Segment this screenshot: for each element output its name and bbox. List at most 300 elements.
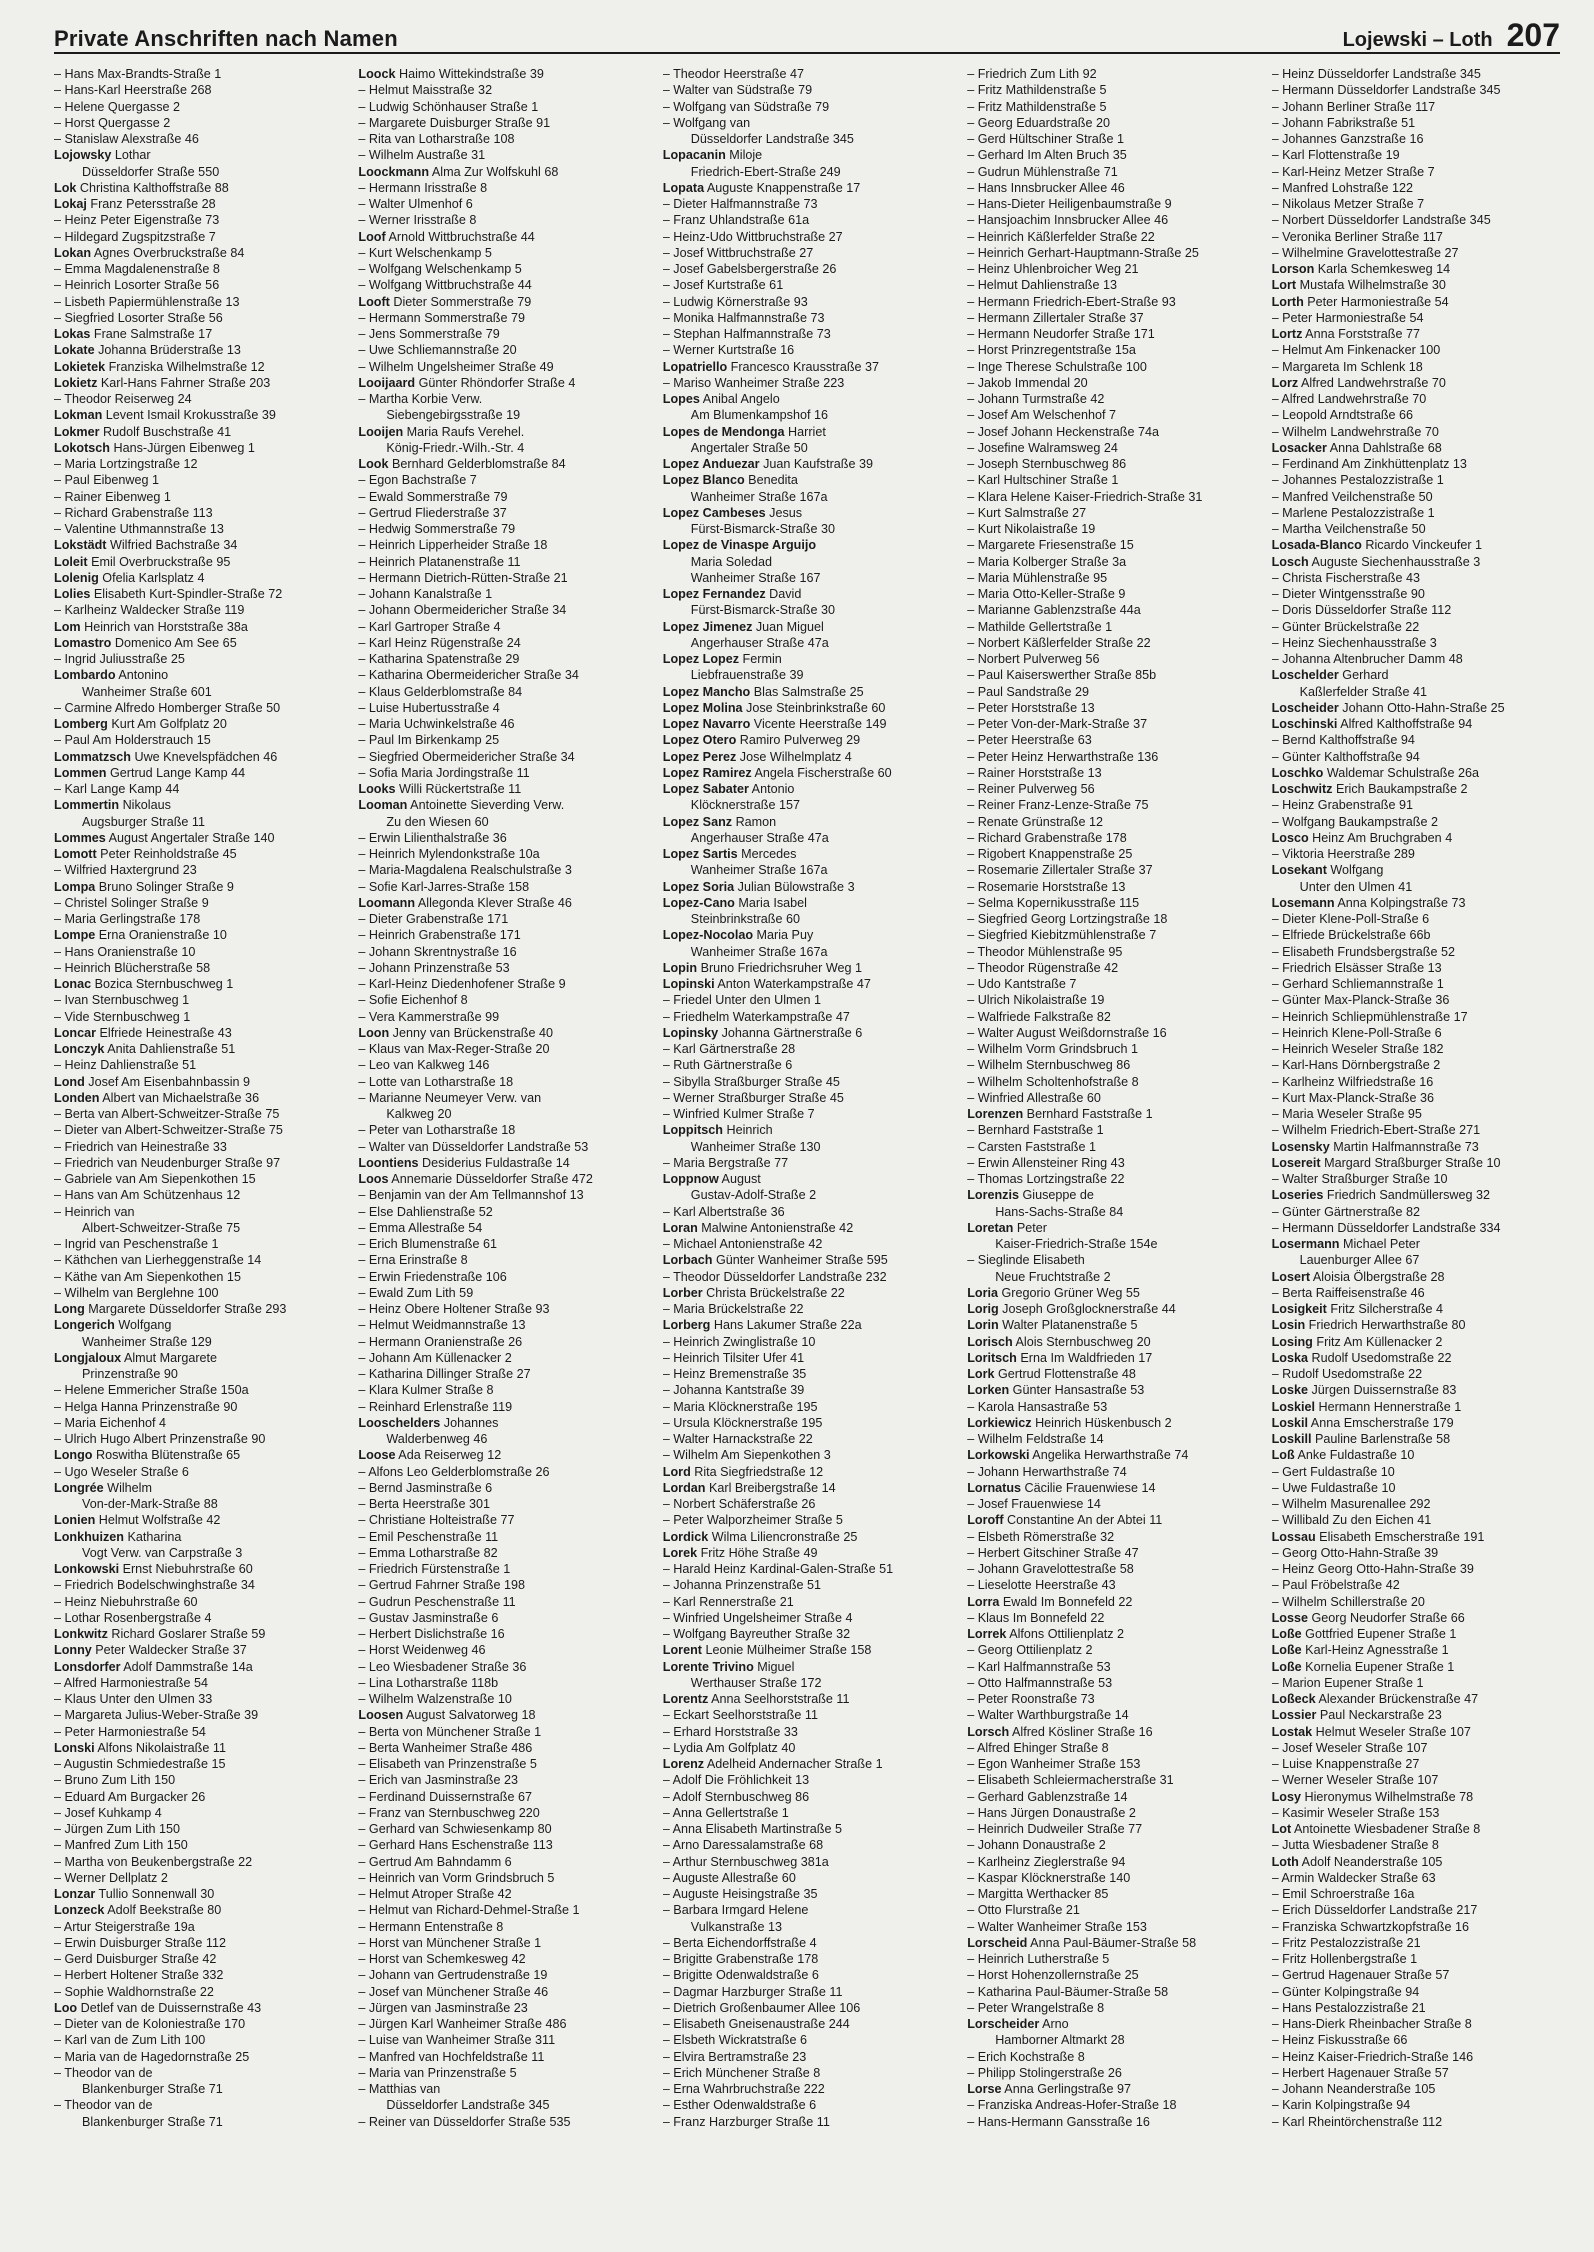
directory-entry	[663, 781, 951, 797]
directory-entry: – Hans Pestalozzistraße 21	[1271, 2000, 1426, 2015]
directory-entry: – Heinz Uhlenbroicher Weg 21	[967, 262, 1139, 276]
directory-entry	[1272, 1269, 1560, 1285]
entry-text: Adelheid Andernacher Straße 1	[704, 1757, 883, 1771]
directory-entry	[663, 147, 951, 163]
directory-entry: – Christel Solinger Straße 9	[54, 895, 209, 910]
directory-entry	[1272, 765, 1560, 781]
directory-entry: – Siegfried Losorter Straße 56	[54, 310, 223, 325]
surname: Lorscheid	[967, 1935, 1028, 1950]
surname: Lokietz	[54, 375, 98, 390]
directory-entry: – Elisabeth Gneisenaustraße 244	[662, 2017, 850, 2031]
directory-entry: – Karl van de Zum Lith 100	[54, 2033, 206, 2048]
surname: Lorek	[662, 1545, 698, 1560]
entry-text: Christina Kalthoffstraße 88	[76, 180, 229, 195]
directory-entry: – Emma Allestraße 54	[358, 1220, 483, 1235]
directory-entry: – Winfried Ungelsheimer Straße 4	[662, 1610, 853, 1625]
directory-entry: – Ludwig Körnerstraße 93	[662, 294, 808, 309]
entry-text: Wilma Liliencronstraße 25	[708, 1529, 858, 1544]
directory-entry: – Hans Oranienstraße 10	[54, 944, 196, 959]
surname: Lonzar	[54, 1887, 96, 1901]
directory-entry	[967, 1285, 1255, 1301]
directory-entry: – Richard Grabenstraße 178	[967, 830, 1127, 845]
directory-entry: Wanheimer Straße 130	[690, 1139, 821, 1154]
directory-column-4	[967, 66, 1255, 2130]
entry-text: Alfons Nikolaistraße 11	[94, 1740, 226, 1755]
directory-entry: – Heinrich Zwinglistraße 10	[662, 1334, 816, 1349]
directory-entry	[663, 1252, 951, 1268]
surname: Lorkiewicz	[967, 1415, 1032, 1430]
directory-entry	[967, 2016, 1255, 2032]
directory-entry: – Peter van Lotharstraße 18	[358, 1123, 516, 1138]
entry-text: Arnold Wittbruchstraße 44	[385, 229, 535, 244]
directory-entry	[663, 424, 951, 440]
surname: Loschelder	[1271, 668, 1339, 683]
entry-text: Rudolf Buschstraße 41	[99, 424, 232, 439]
directory-entry	[1272, 1317, 1560, 1333]
surname: Lopez Molina	[662, 700, 743, 715]
directory-entry: – Wilhelm Feldstraße 14	[967, 1432, 1104, 1446]
directory-entry: – Karlheinz Zieglerstraße 94	[967, 1854, 1126, 1869]
directory-entry	[1272, 326, 1560, 342]
directory-entry: – Walter Ulmenhof 6	[358, 197, 473, 211]
surname: Lonkowski	[54, 1562, 120, 1576]
directory-entry: – Else Dahlienstraße 52	[358, 1204, 493, 1219]
directory-entry: – Dieter van Albert-Schweitzer-Straße 75	[54, 1123, 283, 1138]
directory-entry	[1272, 1626, 1560, 1642]
directory-entry: – Elvira Bertramstraße 23	[662, 2049, 807, 2064]
directory-entry	[54, 1626, 342, 1642]
directory-entry: – Herbert Holtener Straße 332	[54, 1968, 224, 1983]
surname: Losacker	[1271, 440, 1327, 455]
surname: Lok	[54, 180, 77, 195]
directory-entry: – Wilhelmine Gravelottestraße 27	[1271, 245, 1459, 260]
directory-entry	[1272, 537, 1560, 553]
directory-entry: – Karl Hultschiner Straße 1	[967, 473, 1119, 488]
directory-entry: – Norbert Düsseldorfer Landstraße 345	[1271, 213, 1491, 228]
directory-entry: – Wolfgang Bayreuther Straße 32	[662, 1627, 851, 1641]
surname: Looman	[358, 798, 408, 813]
directory-entry: – Johann Herwarthstraße 74	[967, 1464, 1127, 1479]
directory-entry: – Adolf Sternbuschweg 86	[662, 1789, 810, 1804]
directory-entry: – Gudrun Peschenstraße 11	[358, 1594, 516, 1609]
directory-entry: – Kaspar Klöcknerstraße 140	[967, 1870, 1131, 1885]
directory-entry: – Josefine Walramsweg 24	[967, 440, 1118, 455]
entry-text: Maria Isabel	[734, 895, 807, 910]
directory-entry: – Maria Lortzingstraße 12	[54, 457, 198, 471]
directory-entry: – Fritz Mathildenstraße 5	[967, 83, 1107, 98]
directory-entry: – Jürgen van Jasminstraße 23	[358, 2000, 528, 2015]
directory-entry: – Hermann Irisstraße 8	[358, 180, 488, 195]
directory-entry: Düsseldorfer Landstraße 345	[386, 2098, 550, 2113]
directory-entry: – Maria Gerlingstraße 178	[54, 912, 201, 926]
surname: Loose	[358, 1448, 396, 1463]
entry-text: Anibal Angelo	[699, 392, 780, 406]
surname: Lorenzis	[967, 1188, 1019, 1203]
directory-entry: – Gudrun Mühlenstraße 71	[967, 164, 1118, 179]
directory-entry: – Alfred Ehinger Straße 8	[967, 1740, 1109, 1755]
surname: Lonkhuizen	[54, 1529, 124, 1544]
entry-text: Dieter Sommerstraße 79	[389, 294, 532, 309]
directory-entry: – Heinrich Platanenstraße 11	[358, 554, 521, 569]
directory-entry	[54, 716, 342, 732]
directory-entry: – Sofie Eichenhof 8	[358, 993, 468, 1008]
directory-entry: – Wolfgang Baukampstraße 2	[1271, 814, 1438, 829]
directory-entry: – Karlheinz Wilfriedstraße 16	[1271, 1074, 1434, 1089]
surname: Lokietek	[54, 359, 106, 374]
directory-entry: – Ludwig Schönhauser Straße 1	[358, 99, 539, 114]
directory-entry	[358, 895, 646, 911]
entry-text: Anna Gerlingstraße 97	[1001, 2082, 1131, 2096]
directory-entry: – Johanna Kantstraße 39	[662, 1383, 805, 1398]
entry-text: Juan Kaufstraße 39	[759, 457, 874, 471]
directory-entry: – Margareta Im Schlenk 18	[1271, 359, 1423, 374]
directory-entry	[54, 1659, 342, 1675]
directory-entry: – Heinz Peter Eigenstraße 73	[54, 213, 220, 228]
directory-entry: – Friedrich van Heinestraße 33	[54, 1139, 227, 1154]
surname: Looijen	[358, 424, 404, 439]
surname: Longjaloux	[54, 1350, 122, 1365]
directory-entry: – Luise Hubertusstraße 4	[358, 700, 500, 715]
directory-entry	[1272, 895, 1560, 911]
directory-entry: – Josef Johann Heckenstraße 74a	[967, 424, 1160, 439]
directory-entry: – Valentine Uthmannstraße 13	[54, 522, 224, 536]
directory-entry: – Klaus Im Bonnefeld 22	[967, 1610, 1105, 1625]
surname: Lorra	[967, 1594, 1000, 1609]
directory-entry: – Emil Schroerstraße 16a	[1271, 1887, 1415, 1901]
directory-entry: – Hans Max-Brandts-Straße 1	[54, 67, 222, 81]
entry-text: Maria Raufs Verehel.	[403, 424, 525, 439]
entry-text: Adolf Neanderstraße 105	[1298, 1854, 1443, 1869]
directory-entry: Walderbenweg 46	[386, 1432, 488, 1446]
entry-text: Hans-Jürgen Eibenweg 1	[109, 440, 255, 455]
entry-text: August Salvatorweg 18	[403, 1708, 536, 1723]
directory-entry: – Sofie Karl-Jarres-Straße 158	[358, 879, 530, 894]
surname: Lommen	[54, 765, 107, 780]
entry-text: Margarete Düsseldorfer Straße 293	[84, 1302, 287, 1316]
surname: Longo	[54, 1448, 93, 1463]
directory-entry: – Wilhelm Schillerstraße 20	[1271, 1594, 1425, 1609]
directory-entry: – Walfriede Falkstraße 82	[967, 1009, 1111, 1024]
directory-entry: – Stephan Halfmannstraße 73	[662, 327, 831, 341]
surname: Loran	[662, 1220, 698, 1235]
entry-text: Anna Dahlstraße 68	[1326, 440, 1442, 455]
entry-text: Miguel	[753, 1659, 795, 1674]
directory-entry	[1272, 277, 1560, 293]
directory-entry	[358, 164, 646, 180]
directory-entry: – Friedrich Zum Lith 92	[967, 67, 1097, 81]
directory-entry	[54, 554, 342, 570]
directory-entry: – Benjamin van der Am Tellmannshof 13	[358, 1188, 584, 1203]
directory-entry: – Theodor van de	[54, 2098, 153, 2113]
entry-text: Domenico Am See 65	[111, 635, 237, 650]
surname: Lorenzen	[967, 1107, 1024, 1121]
directory-entry: – Theodor Heerstraße 47	[662, 67, 804, 81]
directory-entry: Steinbrinkstraße 60	[690, 912, 800, 926]
surname: Lopez Sartis	[662, 847, 738, 861]
entry-text: Peter Harmoniestraße 54	[1303, 294, 1449, 309]
directory-entry: – Winfried Kulmer Straße 7	[662, 1107, 815, 1121]
directory-entry	[358, 797, 646, 813]
directory-entry: – Marlene Pestalozzistraße 1	[1271, 505, 1435, 520]
directory-entry	[967, 1594, 1255, 1610]
directory-entry: – Theodor Düsseldorfer Landstraße 232	[662, 1269, 887, 1284]
surname: Lorrek	[967, 1627, 1007, 1641]
directory-entry	[54, 1512, 342, 1528]
entry-text: Günter Hansastraße 53	[1009, 1383, 1145, 1398]
directory-entry: – Uwe Schliemannstraße 20	[358, 343, 517, 358]
surname: Losert	[1271, 1269, 1311, 1284]
directory-entry	[967, 1350, 1255, 1366]
directory-entry: – Emma Lotharstraße 82	[358, 1545, 498, 1560]
directory-entry	[54, 927, 342, 943]
entry-text: Anton Waterkampstraße 47	[714, 977, 871, 991]
surname: Lorberg	[662, 1318, 711, 1333]
entry-text: Jose Steinbrinkstraße 60	[742, 700, 886, 715]
directory-entry: – Wolfgang Welschenkamp 5	[358, 262, 522, 276]
directory-entry	[1272, 1350, 1560, 1366]
surname: Loos	[358, 1172, 389, 1186]
directory-entry: – Johann Kanalstraße 1	[358, 587, 493, 601]
directory-entry: Wanheimer Straße 167	[690, 570, 821, 585]
directory-entry: – Harald Heinz Kardinal-Galen-Straße 51	[662, 1562, 894, 1576]
entry-text: August	[718, 1172, 761, 1186]
directory-entry	[1272, 1236, 1560, 1252]
directory-entry: Albert-Schweitzer-Straße 75	[82, 1220, 241, 1235]
entry-text: Gertrud Lange Kamp 44	[106, 765, 246, 780]
surname: Lopatriello	[662, 359, 728, 374]
directory-entry	[967, 1301, 1255, 1317]
surname: Losse	[1271, 1610, 1308, 1625]
directory-entry: – Helmut Maisstraße 32	[358, 83, 493, 98]
directory-entry	[967, 1935, 1255, 1951]
directory-entry: – Ulrich Hugo Albert Prinzenstraße 90	[54, 1432, 266, 1446]
entry-text: Alfons Ottilienplatz 2	[1006, 1627, 1124, 1641]
surname: Loschwitz	[1271, 782, 1333, 796]
name-range: Lojewski – Loth	[1342, 29, 1493, 51]
entry-text: Ramiro Pulverweg 29	[736, 733, 861, 748]
surname: Lompa	[54, 879, 96, 894]
directory-entry	[1272, 1789, 1560, 1805]
surname: Lorenz	[662, 1757, 705, 1771]
entry-text: Bruno Solinger Straße 9	[95, 879, 234, 894]
directory-entry: – Erwin Lilienthalstraße 36	[358, 830, 507, 845]
directory-entry	[54, 1902, 342, 1918]
entry-text: Alfred Landwehrstraße 70	[1298, 375, 1446, 390]
directory-entry: – Peter Harmoniestraße 54	[1271, 310, 1424, 325]
surname: Loschinski	[1271, 717, 1338, 731]
directory-entry: – Josef Kuhkamp 4	[54, 1805, 162, 1820]
directory-entry: – Christiane Holteistraße 77	[358, 1513, 515, 1528]
surname: Lornatus	[967, 1480, 1022, 1495]
directory-entry	[54, 830, 342, 846]
directory-entry: – Herbert Gitschiner Straße 47	[967, 1545, 1139, 1560]
directory-entry	[358, 229, 646, 245]
directory-entry: – Vera Kammerstraße 99	[358, 1009, 500, 1024]
directory-entry: – Günter Kolpingstraße 94	[1271, 1984, 1420, 1999]
directory-entry	[663, 505, 951, 521]
surname: Lopez Anduezar	[662, 457, 760, 471]
directory-entry: – Berta Heerstraße 301	[358, 1497, 490, 1511]
surname: Lot	[1271, 1822, 1292, 1836]
directory-entry: – Maria-Magdalena Realschulstraße 3	[358, 863, 572, 878]
directory-entry: Angerhauser Straße 47a	[690, 830, 829, 845]
directory-entry: – Udo Kantstraße 7	[967, 977, 1077, 991]
directory-entry	[54, 1317, 342, 1333]
surname: Loß	[1271, 1448, 1295, 1463]
directory-entry: – Wilhelm Landwehrstraße 70	[1271, 424, 1439, 439]
directory-entry	[358, 294, 646, 310]
directory-entry: – Theodor Rügenstraße 42	[967, 960, 1119, 975]
directory-entry: – Wilhelm Walzenstraße 10	[358, 1692, 512, 1706]
directory-entry: Friedrich-Ebert-Straße 249	[690, 164, 841, 179]
directory-entry: Fürst-Bismarck-Straße 30	[690, 603, 835, 618]
entry-text: Erna Oranienstraße 10	[95, 928, 227, 943]
directory-entry: – Günter Gärtnerstraße 82	[1271, 1204, 1420, 1219]
directory-entry	[1272, 1415, 1560, 1431]
entry-text: Antoinette Wiesbadener Straße 8	[1291, 1822, 1481, 1836]
directory-entry	[54, 2000, 342, 2016]
surname: Lommatzsch	[54, 749, 131, 764]
entry-text: Heinz Am Bruchgraben 4	[1308, 830, 1453, 845]
directory-entry: Kalkweg 20	[386, 1107, 452, 1121]
entry-text: Jesus	[765, 505, 803, 520]
directory-entry: – Friedrich Fürstenstraße 1	[358, 1562, 511, 1576]
directory-entry: – Katharina Obermeidericher Straße 34	[358, 668, 579, 683]
entry-text: Alma Zur Wolfskuhl 68	[429, 164, 559, 179]
directory-entry: – Johann Donaustraße 2	[967, 1838, 1106, 1853]
directory-entry	[663, 1285, 951, 1301]
surname: Looks	[358, 782, 396, 796]
directory-entry	[663, 359, 951, 375]
directory-entry	[663, 895, 951, 911]
surname: Lopez Ramirez	[662, 765, 752, 780]
surname: Looschelders	[358, 1415, 441, 1430]
directory-entry: – Karin Kolpingstraße 94	[1271, 2098, 1411, 2113]
directory-entry: – Martha Korbie Verw.	[358, 392, 483, 406]
directory-entry: – Berta von Münchener Straße 1	[358, 1724, 542, 1739]
entry-text: Willi Rückertstraße 11	[395, 782, 522, 796]
directory-entry: – Heinrich Weseler Straße 182	[1271, 1042, 1444, 1056]
surname: Losekant	[1271, 863, 1327, 878]
entry-text: Vicente Heerstraße 149	[750, 717, 887, 731]
entry-text: Ewald Im Bonnefeld 22	[999, 1594, 1133, 1609]
directory-entry: – Margareta Julius-Weber-Straße 39	[54, 1708, 259, 1723]
directory-entry: – Horst van Münchener Straße 1	[358, 1935, 542, 1950]
directory-entry: Augsburger Straße 11	[82, 814, 205, 829]
directory-entry: – Günter Kalthoffstraße 94	[1271, 749, 1420, 764]
directory-entry: – Helmut Dahlienstraße 13	[967, 278, 1117, 293]
directory-entry: – Johann Am Küllenacker 2	[358, 1350, 512, 1365]
surname: Losco	[1271, 830, 1309, 845]
directory-entry: – Dietrich Großenbaumer Allee 106	[662, 2000, 861, 2015]
directory-entry: – Erwin Duisburger Straße 112	[54, 1935, 226, 1950]
directory-entry	[663, 1756, 951, 1772]
directory-entry: – Franz Harzburger Straße 11	[662, 2114, 830, 2129]
directory-entry: – Erich Kochstraße 8	[967, 2049, 1085, 2064]
surname: Longerich	[54, 1318, 115, 1333]
entry-text: Fermin	[739, 652, 782, 666]
directory-entry	[663, 927, 951, 943]
directory-entry: – Otto Flurstraße 21	[967, 1903, 1080, 1918]
directory-entry: – Hansjoachim Innsbrucker Allee 46	[967, 213, 1169, 228]
directory-entry: – Peter Heerstraße 63	[967, 733, 1092, 748]
entry-text: Nikolaus	[119, 798, 171, 813]
entry-text: Gertrud Flottenstraße 48	[994, 1367, 1136, 1381]
directory-entry	[663, 1220, 951, 1236]
directory-entry: – Siegfried Obermeidericher Straße 34	[358, 749, 575, 764]
directory-entry: – Hans-Dierk Rheinbacher Straße 8	[1271, 2017, 1472, 2031]
entry-text: Jürgen Duissernstraße 83	[1308, 1383, 1457, 1398]
entry-text: August Angertaler Straße 140	[105, 830, 275, 845]
surname: Lombardo	[54, 668, 116, 683]
surname: Loskil	[1271, 1415, 1308, 1430]
page-number: 207	[1506, 17, 1560, 53]
directory-entry: Vulkanstraße 13	[690, 1919, 783, 1934]
directory-entry: – Günter Max-Planck-Straße 36	[1271, 993, 1450, 1008]
directory-entry	[54, 537, 342, 553]
directory-entry: – Margitta Werthacker 85	[967, 1887, 1109, 1901]
directory-entry: – Josef Gabelsbergerstraße 26	[662, 262, 837, 276]
directory-entry: Maria Soledad	[690, 554, 773, 569]
directory-entry: – Katharina Spatenstraße 29	[358, 652, 520, 666]
entry-text: Desiderius Fuldastraße 14	[418, 1155, 570, 1170]
directory-entry: – Gert Fuldastraße 10	[1271, 1464, 1395, 1479]
directory-entry: – Johannes Ganzstraße 16	[1271, 132, 1424, 146]
entry-text: Cäcilie Frauenwiese 14	[1021, 1480, 1156, 1495]
surname: Losin	[1271, 1318, 1306, 1333]
directory-entry: – Hermann Sommerstraße 79	[358, 310, 525, 325]
directory-entry	[54, 765, 342, 781]
entry-text: Richard Goslarer Straße 59	[107, 1627, 266, 1641]
entry-text: Constantine An der Abtei 11	[1003, 1513, 1163, 1528]
directory-entry: – Brigitte Grabenstraße 178	[662, 1952, 819, 1966]
entry-text: Karl-Hans Fahrner Straße 203	[97, 375, 271, 390]
directory-entry: – Heinz Kaiser-Friedrich-Straße 146	[1271, 2049, 1474, 2064]
directory-entry	[663, 700, 951, 716]
directory-entry: – Selma Kopernikusstraße 115	[967, 895, 1140, 910]
directory-entry	[1272, 700, 1560, 716]
surname: Lopez Jimenez	[662, 619, 753, 634]
entry-text: Margard Straßburger Straße 10	[1320, 1155, 1501, 1170]
directory-column-3	[663, 66, 951, 2130]
directory-entry: – Peter Roonstraße 73	[967, 1692, 1095, 1706]
entry-text: Antonino	[115, 668, 169, 683]
directory-entry: – Rosemarie Horststraße 13	[967, 879, 1126, 894]
directory-entry	[358, 1707, 646, 1723]
entry-text: Lothar	[111, 148, 151, 163]
entry-text: Bernhard Faststraße 1	[1023, 1107, 1153, 1121]
directory-entry: – Leopold Arndtstraße 66	[1271, 408, 1414, 423]
directory-entry: – Brigitte Odenwaldstraße 6	[662, 1968, 819, 1983]
directory-entry: – Norbert Pulverweg 56	[967, 652, 1100, 666]
surname: Lopez Blanco	[662, 473, 745, 488]
directory-entry: – Rita van Lotharstraße 108	[358, 132, 515, 146]
directory-entry: – Mathilde Gellertstraße 1	[967, 619, 1113, 634]
entry-text: Adolf Dammstraße 14a	[120, 1659, 253, 1674]
directory-entry: – Maria Eichenhof 4	[54, 1415, 167, 1430]
directory-entry: – Armin Waldecker Straße 63	[1271, 1870, 1436, 1885]
directory-entry: Wanheimer Straße 167a	[690, 944, 828, 959]
surname: Losy	[1271, 1789, 1301, 1804]
surname: Look	[358, 457, 389, 471]
directory-entry: – Wilhelm Ungelsheimer Straße 49	[358, 359, 554, 374]
entry-text: Friedrich Sandmüllersweg 32	[1323, 1188, 1490, 1203]
directory-entry: – Heinrich Gerhart-Hauptmann-Straße 25	[967, 245, 1199, 260]
surname: Lom	[54, 619, 81, 634]
entry-text: Karl-Heinz Agnesstraße 1	[1301, 1643, 1449, 1658]
directory-entry: – Karola Hansastraße 53	[967, 1399, 1108, 1414]
entry-text: Miloje	[725, 148, 763, 163]
